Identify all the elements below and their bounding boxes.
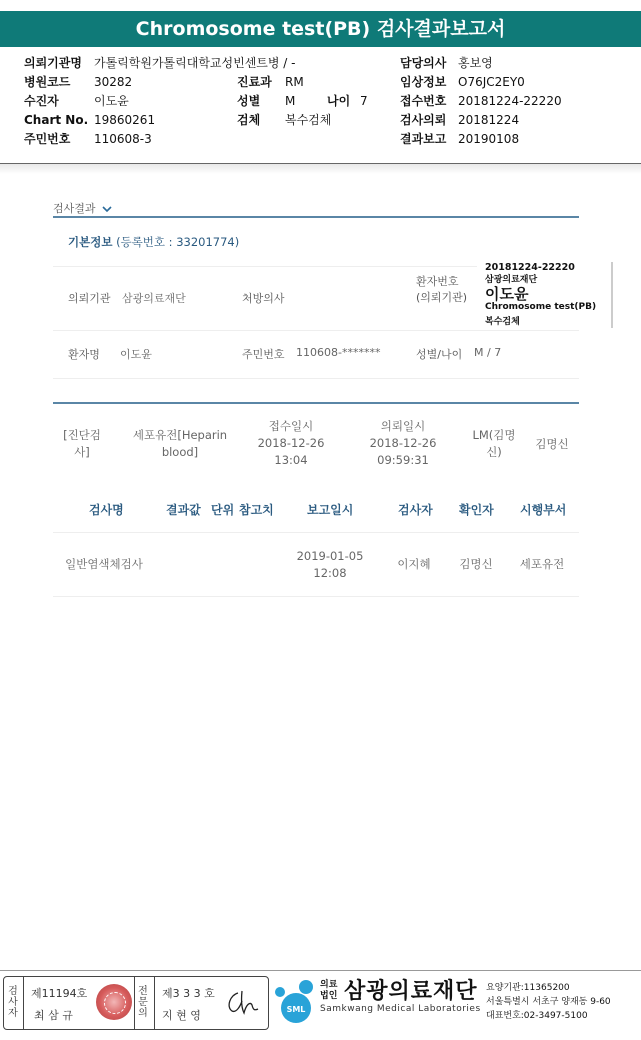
th-department: 시행부서 <box>520 503 567 517</box>
sign-separator <box>154 977 155 1029</box>
registration-number: (등록번호 : 33201774) <box>116 235 240 249</box>
sticker-org: 삼광의료재단 <box>485 275 538 285</box>
prescriber-label: 처방의사 <box>242 292 285 305</box>
age-value: 7 <box>360 94 368 108</box>
doctor-value: 홍보영 <box>458 56 493 70</box>
patient-number-label: 환자번호 (의뢰기관) <box>416 275 468 304</box>
org-phone: 대표번호:02-3497-5100 <box>486 1011 588 1021</box>
resident-info-value: 110608-******* <box>296 346 381 359</box>
org-english-name: Samkwang Medical Laboratories <box>320 1004 481 1014</box>
row-confirmer: 김명신 <box>459 557 493 571</box>
sticker-patient-name: 이도윤 <box>485 285 529 303</box>
row-department: 세포유전 <box>519 557 565 571</box>
requested-value: 2018-12-26 09:59:31 <box>369 436 437 467</box>
signature-image <box>224 987 262 1019</box>
doctor-label: 담당의사 <box>400 56 447 70</box>
chart-no-value: 19860261 <box>94 113 156 127</box>
specimen-label: 검체 <box>237 113 261 127</box>
specimen-value: 복수검체 <box>285 113 332 127</box>
patient-label: 수진자 <box>24 94 59 108</box>
basic-info-label: 기본정보 <box>68 235 113 249</box>
institution-code: 요양기관:11365200 <box>486 983 570 993</box>
sticker-test-name: Chromosome test(PB) <box>485 302 597 312</box>
th-confirmer: 확인자 <box>459 503 494 517</box>
department-label: 진료과 <box>237 75 272 89</box>
section-divider-top <box>53 216 579 218</box>
table-bottom-separator <box>53 596 579 597</box>
specialist-name: 지 현 영 <box>162 1009 201 1022</box>
th-tester: 검사자 <box>398 503 433 517</box>
sex-age-value: M / 7 <box>474 346 502 359</box>
th-unit: 단위 <box>211 503 235 517</box>
basic-info-title <box>68 234 239 250</box>
org-prefix: 의료법인 <box>320 980 338 1001</box>
resident-no-label: 주민번호 <box>24 132 71 146</box>
row-tester: 이지혜 <box>397 557 431 571</box>
header-shadow <box>0 164 641 174</box>
seal-stamp <box>96 984 132 1020</box>
table-header-separator <box>53 532 579 533</box>
sticker-specimen: 복수검체 <box>485 317 520 327</box>
department-value: RM <box>285 75 304 89</box>
specialist-license-no: 제3 3 3 호 <box>162 987 215 1000</box>
tester-vertical-label: 검사자 <box>8 986 18 1019</box>
section-divider-mid <box>53 402 579 404</box>
hospital-code-value: 30282 <box>94 75 133 89</box>
sex-age-label: 성별/나이 <box>416 348 463 361</box>
patient-name-value: 이도윤 <box>120 348 152 361</box>
patient-value: 이도윤 <box>94 94 129 108</box>
tester-license-no: 제11194호 <box>31 987 88 1000</box>
th-reference: 참고치 <box>239 503 274 517</box>
resident-info-label: 주민번호 <box>242 348 285 361</box>
sign-separator <box>134 977 135 1029</box>
row-report-date: 2019-01-05 12:08 <box>296 549 364 580</box>
lm-person: 김명신 <box>535 437 569 451</box>
lm-label: LM(김명신) <box>472 428 516 459</box>
received-value: 2018-12-26 13:04 <box>257 436 325 467</box>
resident-no-value: 110608-3 <box>94 132 152 146</box>
institution-info-value: 삼광의료재단 <box>122 292 186 305</box>
clinical-info-value: O76JC2EY0 <box>458 75 525 89</box>
report-date-value: 20190108 <box>458 132 520 146</box>
info-row-separator <box>53 378 579 379</box>
sign-separator <box>23 977 24 1029</box>
sex-label: 성별 <box>237 94 261 108</box>
result-link-label: 검사결과 <box>53 202 96 215</box>
row-test-name: 일반염색체검사 <box>65 557 143 571</box>
request-date-value: 20181224 <box>458 113 520 127</box>
report-header <box>0 0 641 164</box>
th-result: 결과값 <box>166 503 201 517</box>
info-row-separator <box>53 330 579 331</box>
report-date-label: 결과보고 <box>400 132 447 146</box>
org-address: 서울특별시 서초구 양재동 9-60 <box>486 997 611 1007</box>
exam-category: [진단검사] <box>63 428 101 459</box>
specialist-vertical-label: 전문의 <box>138 986 148 1019</box>
receipt-no-value: 20181224-22220 <box>458 94 562 108</box>
institution-value: 가톨릭학원가톨릭대학교성빈센트병 / - <box>94 56 296 70</box>
chart-no-label: Chart No. <box>24 113 89 127</box>
th-report-date: 보고일시 <box>307 503 354 517</box>
sticker-receipt-no: 20181224-22220 <box>485 262 575 273</box>
sml-logo-icon <box>272 978 316 1026</box>
sex-value: M <box>285 94 296 108</box>
result-toggle-link[interactable] <box>53 200 112 216</box>
received-label: 접수일시 <box>268 419 314 433</box>
hospital-code-label: 병원코드 <box>24 75 71 89</box>
patient-name-label: 환자명 <box>68 348 100 361</box>
signature-box <box>3 976 269 1030</box>
requested-label: 의뢰일시 <box>380 419 426 433</box>
clinical-info-label: 임상정보 <box>400 75 447 89</box>
barcode-sticker <box>477 262 613 328</box>
exam-specimen: 세포유전[Heparin blood] <box>132 428 228 459</box>
request-date-label: 검사의뢰 <box>400 113 447 127</box>
chevron-down-icon <box>102 203 112 216</box>
institution-label: 의뢰기관명 <box>24 56 82 70</box>
institution-info-label: 의뢰기관 <box>68 292 111 305</box>
age-label: 나이 <box>327 94 351 108</box>
tester-name: 최 삼 규 <box>34 1009 73 1022</box>
th-test-name: 검사명 <box>89 503 124 517</box>
receipt-no-label: 접수번호 <box>400 94 447 108</box>
logo-text: SML <box>286 1005 306 1014</box>
org-name: 삼광의료재단 <box>344 979 478 1004</box>
footer-divider <box>0 970 641 971</box>
report-title: Chromosome test(PB) 검사결과보고서 <box>0 11 641 47</box>
